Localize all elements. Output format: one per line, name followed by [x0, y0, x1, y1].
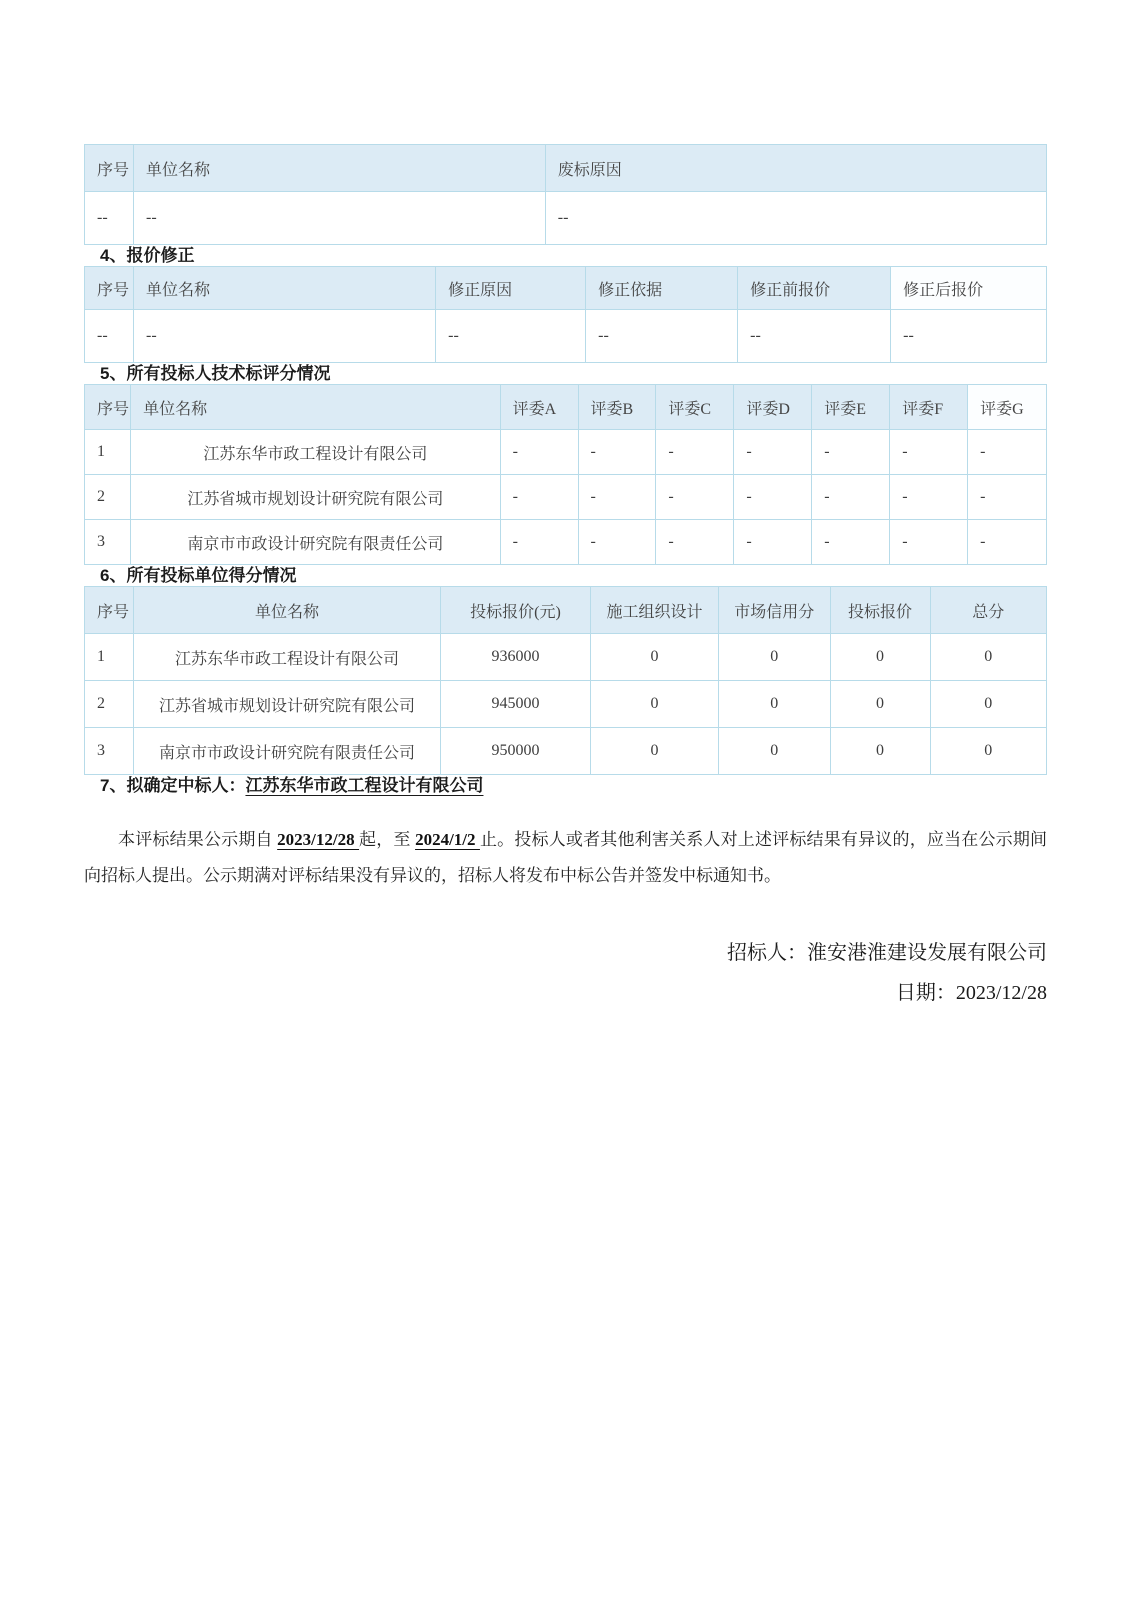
column-header: 单位名称 [134, 145, 546, 192]
table-cell: 950000 [440, 728, 590, 775]
column-header: 废标原因 [545, 145, 1046, 192]
table-cell: 0 [718, 634, 830, 681]
table-cell: 0 [930, 681, 1046, 728]
price-correction-table [84, 266, 1047, 363]
table-row [85, 520, 1047, 565]
table-row [85, 310, 1047, 363]
table-cell: -- [545, 192, 1046, 245]
technical-scores-table [84, 384, 1047, 565]
column-header: 序号 [85, 267, 134, 310]
column-header: 投标报价(元) [440, 587, 590, 634]
table-cell: - [734, 520, 812, 565]
column-header: 序号 [85, 385, 131, 430]
column-header: 评委C [656, 385, 734, 430]
winner-company-name: 江苏东华市政工程设计有限公司 [245, 776, 484, 795]
section-7-heading [100, 775, 1047, 796]
table-cell: -- [586, 310, 738, 363]
column-header: 序号 [85, 145, 134, 192]
table-row [85, 430, 1047, 475]
table-cell: 0 [830, 728, 930, 775]
rejected-bids-table [84, 144, 1047, 245]
table-cell: - [734, 430, 812, 475]
date-line: 日期：2023/12/28 [895, 982, 1047, 1005]
table-cell: 江苏省城市规划设计研究院有限公司 [134, 681, 441, 728]
header-row [85, 587, 1047, 634]
table-cell: - [812, 475, 890, 520]
table-row [85, 634, 1047, 681]
table-cell: -- [85, 192, 134, 245]
column-header: 单位名称 [134, 587, 441, 634]
table-cell: 1 [85, 634, 134, 681]
section-5-heading: 5、所有投标人技术标评分情况 [100, 364, 331, 383]
table-cell: -- [436, 310, 586, 363]
table-row [85, 681, 1047, 728]
table-cell: 0 [718, 681, 830, 728]
table-cell: 0 [591, 634, 719, 681]
table-cell: - [656, 430, 734, 475]
table-cell: -- [738, 310, 891, 363]
column-header: 修正依据 [586, 267, 738, 310]
column-header: 施工组织设计 [591, 587, 719, 634]
winner-label: 7、拟确定中标人： [100, 776, 246, 795]
table-cell: 江苏省城市规划设计研究院有限公司 [131, 475, 500, 520]
column-header: 修正前报价 [738, 267, 891, 310]
column-header: 投标报价 [830, 587, 930, 634]
table-cell: 0 [591, 681, 719, 728]
unit-scores-table [84, 586, 1047, 775]
table-cell: -- [85, 310, 134, 363]
table-cell: 江苏东华市政工程设计有限公司 [131, 430, 500, 475]
table-cell: 945000 [440, 681, 590, 728]
notice-lead: 本评标结果公示期自 [118, 830, 278, 849]
table-cell: - [656, 520, 734, 565]
section-6-heading: 6、所有投标单位得分情况 [100, 566, 297, 585]
table-cell: -- [134, 310, 436, 363]
table-cell: 南京市市政设计研究院有限责任公司 [134, 728, 441, 775]
publicity-end-date: 2024/1/2 [415, 830, 480, 849]
table-cell: - [578, 475, 656, 520]
table-cell: - [812, 520, 890, 565]
header-row [85, 145, 1047, 192]
table-cell: -- [891, 310, 1047, 363]
column-header: 评委D [734, 385, 812, 430]
table-cell: 2 [85, 681, 134, 728]
column-header: 修正后报价 [891, 267, 1047, 310]
table-cell: - [734, 475, 812, 520]
table-cell: 0 [930, 728, 1046, 775]
signature-block [84, 933, 1047, 1013]
column-header: 评委B [578, 385, 656, 430]
table-cell: 3 [85, 728, 134, 775]
tenderer-line: 招标人：淮安港淮建设发展有限公司 [727, 942, 1047, 965]
table-cell: 1 [85, 430, 131, 475]
column-header: 单位名称 [131, 385, 500, 430]
notice-tail: 止。投标人或者其他利害关系人对上述评标结果有异议的，应当在公示期间向招标人提出。公示期满对评标结果没有异议的，招标人将发布中标公告并签发中标通知书。 [84, 830, 1048, 885]
publicity-start-date: 2023/12/28 [277, 830, 360, 849]
notice-mid: 起，至 [359, 830, 416, 849]
header-row [85, 385, 1047, 430]
column-header: 评委A [500, 385, 578, 430]
publicity-notice [84, 822, 1047, 893]
table-cell: 0 [591, 728, 719, 775]
column-header: 评委G [968, 385, 1047, 430]
column-header: 市场信用分 [718, 587, 830, 634]
table-cell: 0 [930, 634, 1046, 681]
table-row [85, 192, 1047, 245]
table-cell: - [578, 430, 656, 475]
table-cell: 0 [830, 681, 930, 728]
column-header: 评委E [812, 385, 890, 430]
table-cell: 0 [718, 728, 830, 775]
column-header: 修正原因 [436, 267, 586, 310]
table-cell: - [578, 520, 656, 565]
table-cell: 南京市市政设计研究院有限责任公司 [131, 520, 500, 565]
column-header: 单位名称 [134, 267, 436, 310]
table-cell: - [500, 520, 578, 565]
column-header: 序号 [85, 587, 134, 634]
table-cell: - [500, 430, 578, 475]
table-cell: 936000 [440, 634, 590, 681]
table-cell: -- [134, 192, 546, 245]
column-header: 总分 [930, 587, 1046, 634]
table-cell: 江苏东华市政工程设计有限公司 [134, 634, 441, 681]
table-cell: - [656, 475, 734, 520]
section-4-heading: 4、报价修正 [100, 246, 195, 265]
table-cell: 3 [85, 520, 131, 565]
table-cell: 2 [85, 475, 131, 520]
table-cell: - [500, 475, 578, 520]
table-cell: - [968, 430, 1047, 475]
column-header: 评委F [890, 385, 968, 430]
table-row [85, 475, 1047, 520]
table-row [85, 728, 1047, 775]
table-cell: - [968, 475, 1047, 520]
table-cell: - [890, 520, 968, 565]
table-cell: - [890, 475, 968, 520]
table-cell: 0 [830, 634, 930, 681]
table-cell: - [890, 430, 968, 475]
header-row [85, 267, 1047, 310]
table-cell: - [968, 520, 1047, 565]
table-cell: - [812, 430, 890, 475]
